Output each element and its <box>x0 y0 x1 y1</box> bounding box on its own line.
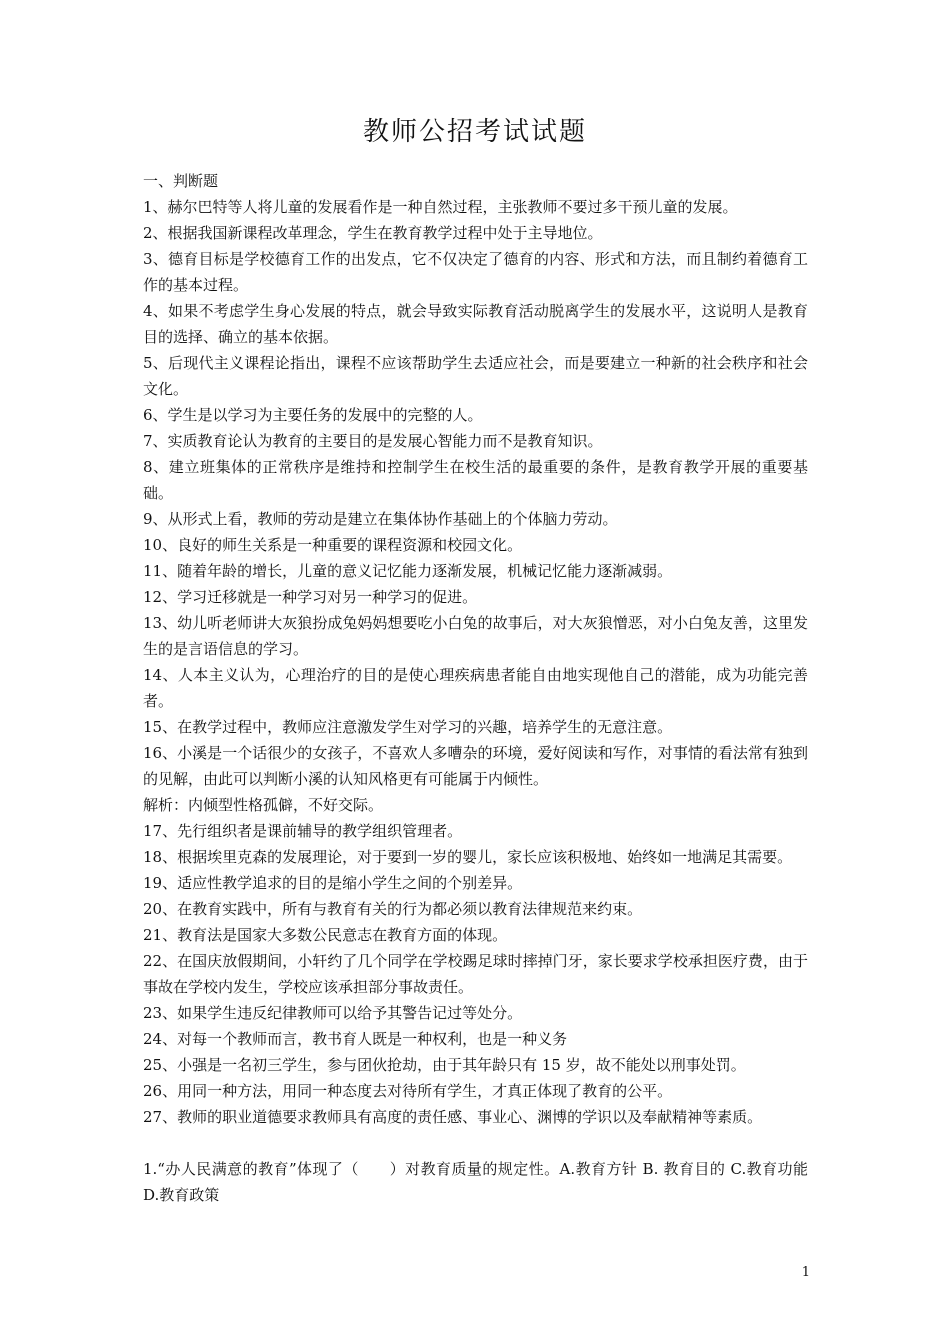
page-number: 1 <box>801 1265 810 1280</box>
judgment-item: 7、实质教育论认为教育的主要目的是发展心智能力而不是教育知识。 <box>143 432 603 450</box>
judgment-item: 4、如果不考虑学生身心发展的特点，就会导致实际教育活动脱离学生的发展水平，这说明人是教育目的选择、确立的基本依据。 <box>143 302 808 346</box>
judgment-item: 20、在教育实践中，所有与教育有关的行为都必须以教育法律规范来约束。 <box>143 900 643 918</box>
judgment-item: 2、根据我国新课程改革理念，学生在教育教学过程中处于主导地位。 <box>143 224 603 242</box>
blank-line <box>143 1130 808 1156</box>
judgment-item: 6、学生是以学习为主要任务的发展中的完整的人。 <box>143 406 483 424</box>
judgment-item: 13、幼儿听老师讲大灰狼扮成兔妈妈想要吃小白兔的故事后，对大灰狼憎恶，对小白兔友善，这里发生的是言语信息的学习。 <box>143 614 808 658</box>
judgment-item: 1、赫尔巴特等人将儿童的发展看作是一种自然过程，主张教师不要过多干预儿童的发展。 <box>143 198 738 216</box>
judgment-item: 23、如果学生违反纪律教师可以给予其警告记过等处分。 <box>143 1004 523 1022</box>
judgment-item: 16、小溪是一个话很少的女孩子，不喜欢人多嘈杂的环境，爱好阅读和写作，对事情的看法常有独到的见解，由此可以判断小溪的认知风格更有可能属于内倾性。 <box>143 744 808 788</box>
judgment-item: 8、建立班集体的正常秩序是维持和控制学生在校生活的最重要的条件，是教育教学开展的重要基础。 <box>143 458 808 502</box>
judgment-item: 17、先行组织者是课前辅导的教学组织管理者。 <box>143 822 463 840</box>
judgment-item: 25、小强是一名初三学生，参与团伙抢劫，由于其年龄只有 15 岁，故不能处以刑事处罚。 <box>143 1056 746 1074</box>
judgment-item: 18、根据埃里克森的发展理论，对于要到一岁的婴儿，家长应该积极地、始终如一地满足其需要。 <box>143 848 793 866</box>
judgment-item: 27、教师的职业道德要求教师具有高度的责任感、事业心、渊博的学识以及奉献精神等素质。 <box>143 1108 763 1126</box>
section-heading: 一、判断题 <box>143 172 219 190</box>
judgment-item: 26、用同一种方法，用同一种态度去对待所有学生，才真正体现了教育的公平。 <box>143 1082 673 1100</box>
judgment-item: 14、人本主义认为，心理治疗的目的是使心理疾病患者能自由地实现他自己的潜能，成为功能完善者。 <box>143 666 808 710</box>
judgment-item: 5、后现代主义课程论指出，课程不应该帮助学生去适应社会，而是要建立一种新的社会秩序和社会文化。 <box>143 354 808 398</box>
document-title: 教师公招考试试题 <box>362 117 587 147</box>
document-body <box>143 168 808 1208</box>
judgment-item: 12、学习迁移就是一种学习对另一种学习的促进。 <box>143 588 478 606</box>
judgment-item: 11、随着年龄的增长，儿童的意义记忆能力逐渐发展，机械记忆能力逐渐减弱。 <box>143 562 673 580</box>
judgment-item: 10、良好的师生关系是一种重要的课程资源和校园文化。 <box>143 536 523 554</box>
judgment-item: 22、在国庆放假期间，小轩约了几个同学在学校踢足球时摔掉门牙，家长要求学校承担医疗费，由于事故在学校内发生，学校应该承担部分事故责任。 <box>143 952 808 996</box>
choice-item: 1.“办人民满意的教育”体现了（ ）对教育质量的规定性。A.教育方针 B. 教育目的 C.教育功能 D.教育政策 <box>143 1160 808 1204</box>
judgment-item: 24、对每一个教师而言，教书育人既是一种权利，也是一种义务 <box>143 1030 568 1048</box>
judgment-item: 15、在教学过程中，教师应注意激发学生对学习的兴趣，培养学生的无意注意。 <box>143 718 673 736</box>
analysis-note: 解析：内倾型性格孤僻，不好交际。 <box>143 796 384 814</box>
judgment-item: 21、教育法是国家大多数公民意志在教育方面的体现。 <box>143 926 508 944</box>
judgment-item: 3、德育目标是学校德育工作的出发点，它不仅决定了德育的内容、形式和方法，而且制约着德育工作的基本过程。 <box>143 250 808 294</box>
judgment-item: 9、从形式上看，教师的劳动是建立在集体协作基础上的个体脑力劳动。 <box>143 510 618 528</box>
judgment-item: 19、适应性教学追求的目的是缩小学生之间的个别差异。 <box>143 874 523 892</box>
